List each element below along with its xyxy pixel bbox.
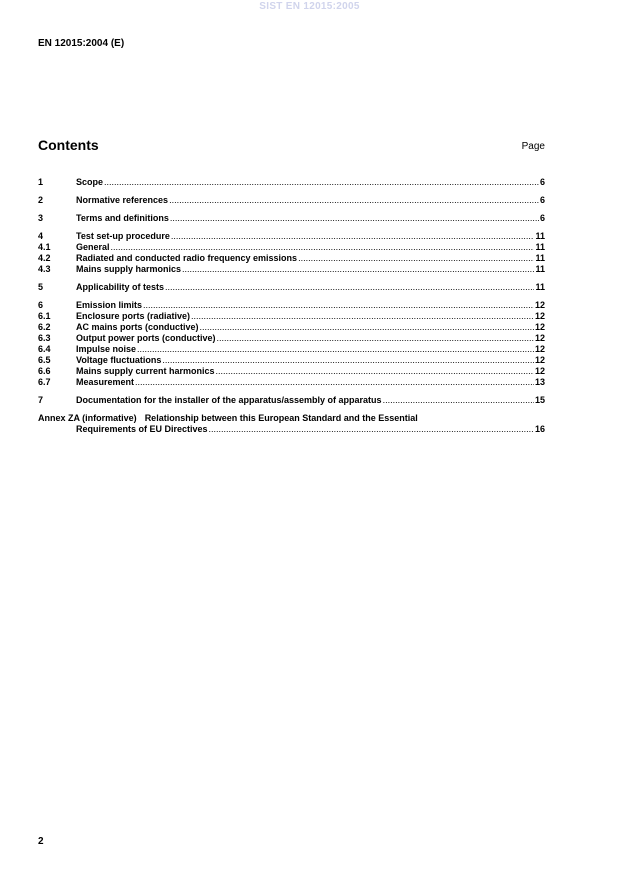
toc-entry-title: Output power ports (conductive) [76,333,216,343]
toc-entry[interactable] [38,333,545,344]
toc-entry-number: 6.5 [38,355,51,365]
toc-entry-number: 6.2 [38,322,51,332]
dot-leader [104,177,539,188]
toc-entry-title: Radiated and conducted radio frequency emissions [76,253,298,263]
dot-leader [162,355,534,366]
toc-entry-number: 2 [38,195,44,205]
toc-annex-entry-continued[interactable] [38,424,545,435]
dot-leader [191,311,534,322]
toc-annex-entry[interactable] [38,413,545,424]
annex-title-line-2: Requirements of EU Directives [76,424,208,434]
toc-entry-page: 12 [534,344,545,354]
toc-entry-page: 6 [539,195,545,205]
toc-entry[interactable] [38,355,545,366]
page-column-label: Page [521,141,545,152]
dot-leader [111,242,535,253]
dot-leader [200,322,534,333]
dot-leader [169,195,539,206]
dot-leader [137,344,534,355]
toc-entry-title: Mains supply current harmonics [76,366,215,376]
toc-entry-title: Impulse noise [76,344,137,354]
toc-entry-page: 12 [534,311,545,321]
toc-entry-page: 13 [534,377,545,387]
contents-heading: Contents [38,137,99,153]
toc-entry-number: 6 [38,300,44,310]
toc-entry-number: 6.7 [38,377,51,387]
annex-title-line-1: Relationship between this European Standard and the Essential [144,413,418,423]
toc-entry-number: 4 [38,231,44,241]
dot-leader [216,366,534,377]
toc-entry-title: Measurement [76,377,135,387]
dot-leader [383,395,534,406]
toc-entry-page: 12 [534,355,545,365]
toc-entry-title: General [76,242,110,252]
toc-entry-title: Enclosure ports (radiative) [76,311,191,321]
toc-entry-number: 7 [38,395,44,405]
toc-entry-page: 12 [534,366,545,376]
toc-entry-page: 11 [535,242,545,252]
toc-entry[interactable] [38,366,545,377]
toc-entry-title: Emission limits [76,300,143,310]
page-number: 2 [38,836,44,847]
toc-entry-number: 3 [38,213,44,223]
toc-entry[interactable] [38,253,545,264]
toc-entry-page: 11 [535,282,545,292]
toc-entry-page: 15 [534,395,545,405]
toc-entry-number: 1 [38,177,44,187]
toc-entry[interactable] [38,177,545,188]
toc-entry-number: 6.3 [38,333,51,343]
toc-entry-page: 6 [539,177,545,187]
toc-entry[interactable] [38,395,545,406]
dot-leader [182,264,534,275]
toc-entry-number: 6.4 [38,344,51,354]
toc-entry[interactable] [38,242,545,253]
toc-entry-title: Test set-up procedure [76,231,170,241]
dot-leader [217,333,534,344]
watermark: SIST EN 12015:2005 [259,1,360,12]
toc-entry-page: 12 [534,322,545,332]
toc-entry-page: 11 [535,264,545,274]
toc-entry-page: 16 [534,424,545,434]
dot-leader [209,424,534,435]
toc-entry[interactable] [38,344,545,355]
toc-entry-page: 11 [535,253,545,263]
dot-leader [165,282,534,293]
dot-leader [135,377,534,388]
toc-entry[interactable] [38,231,545,242]
toc-entry-title: Voltage fluctuations [76,355,162,365]
toc-entry[interactable] [38,311,545,322]
toc-entry-page: 12 [534,300,545,310]
dot-leader [298,253,534,264]
toc-entry-number: 4.3 [38,264,51,274]
toc-entry-title: Documentation for the installer of the apparatus/assembly of apparatus [76,395,382,405]
toc-entry-title: Applicability of tests [76,282,165,292]
toc-entry-number: 5 [38,282,44,292]
toc-entry-title: Scope [76,177,104,187]
toc-entry[interactable] [38,282,545,293]
toc-entry-page: 12 [534,333,545,343]
toc-entry[interactable] [38,377,545,388]
toc-entry-number: 6.6 [38,366,51,376]
toc-entry-title: Normative references [76,195,169,205]
toc-entry-number: 4.1 [38,242,51,252]
annex-label: Annex ZA (informative) [38,413,137,423]
toc-entry[interactable] [38,195,545,206]
dot-leader [143,300,534,311]
toc-entry-title: Terms and definitions [76,213,169,223]
toc-entry-page: 11 [535,231,545,241]
toc-entry-title: Mains supply harmonics [76,264,182,274]
toc-entry[interactable] [38,213,545,224]
toc-entry-page: 6 [539,213,545,223]
dot-leader [171,231,535,242]
toc-entry[interactable] [38,264,545,275]
toc-entry[interactable] [38,322,545,333]
toc-entry[interactable] [38,300,545,311]
document-id: EN 12015:2004 (E) [38,38,125,49]
toc-entry-title: AC mains ports (conductive) [76,322,199,332]
dot-leader [170,213,539,224]
toc-entry-number: 4.2 [38,253,51,263]
toc-entry-number: 6.1 [38,311,51,321]
